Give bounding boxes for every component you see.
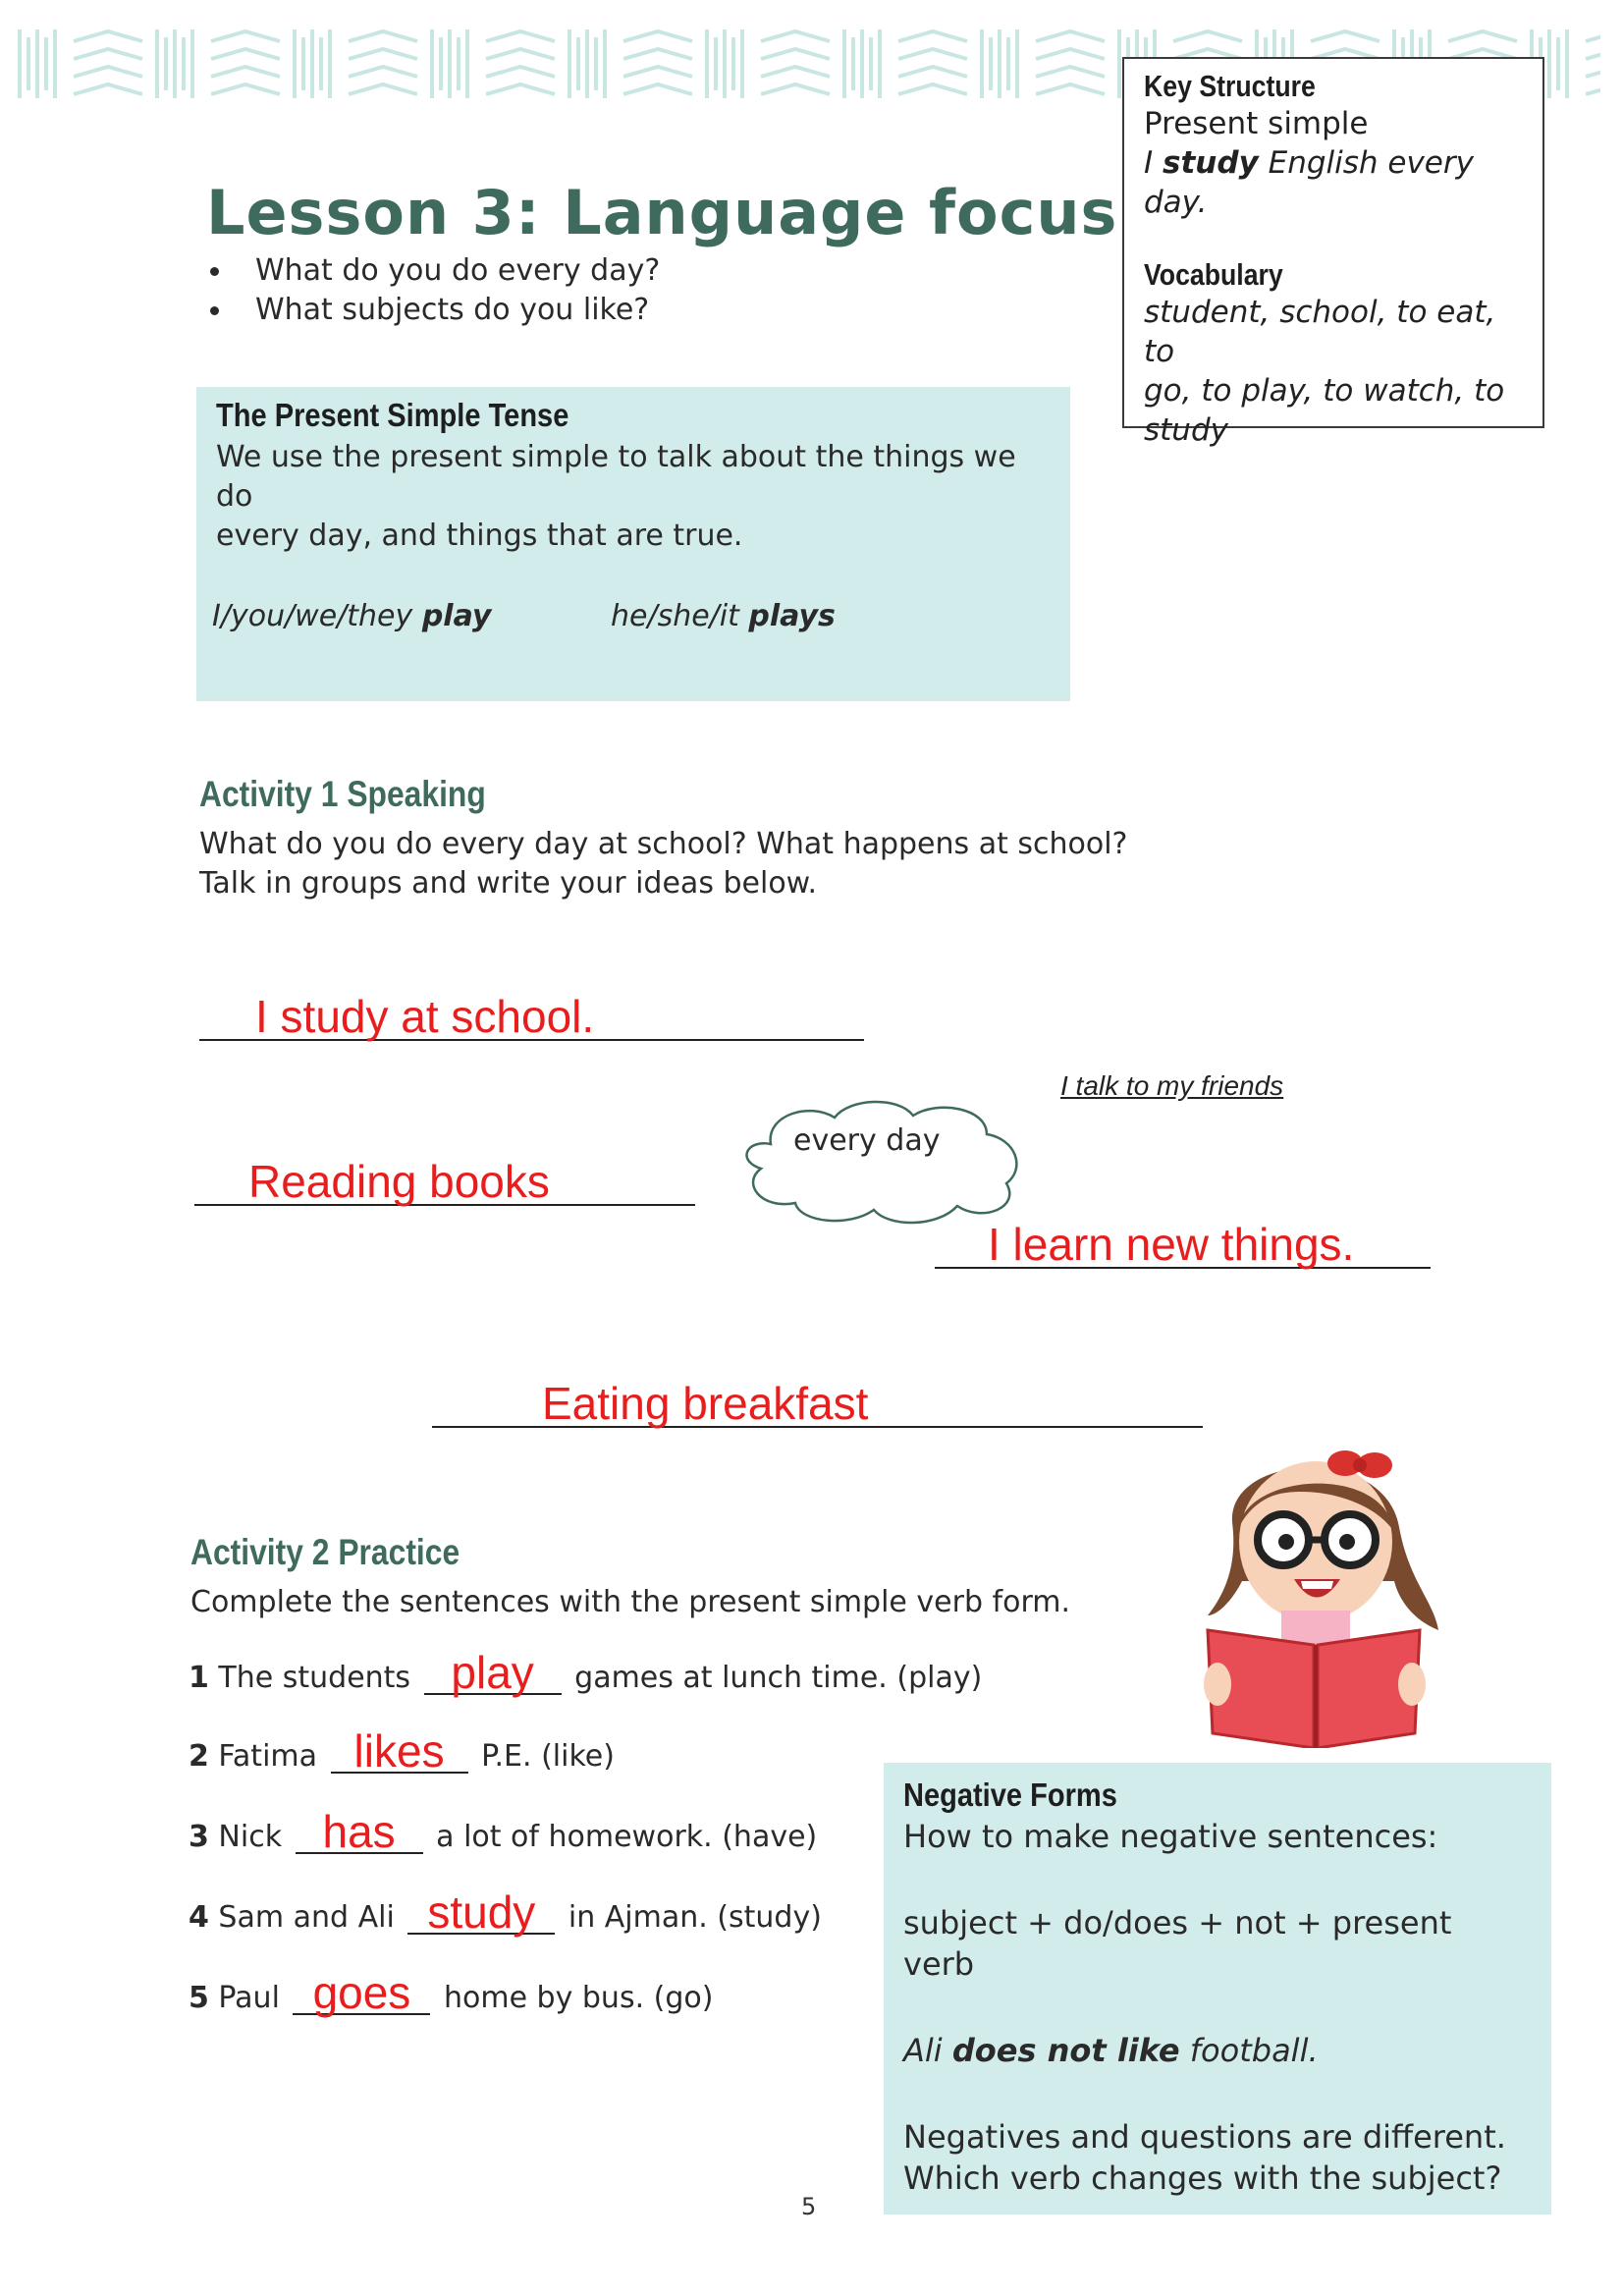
present-simple-text: We use the present simple to talk about the things we do every day, and things that are true.	[216, 440, 1016, 553]
handwritten-answer: study	[427, 1886, 536, 1938]
negative-formula: subject + do/does + not + present verb	[903, 1904, 1452, 1983]
vocab-line: study	[1144, 412, 1228, 448]
page-title: Lesson 3: Language focus	[206, 177, 1118, 248]
typed-note: I talk to my friends	[1060, 1070, 1284, 1101]
present-simple-box	[196, 387, 1070, 701]
key-structure-box	[1122, 57, 1544, 448]
negative-intro: How to make negative sentences:	[903, 1818, 1438, 1855]
handwritten-answer: likes	[353, 1725, 445, 1777]
form-plural: I/you/we/they play	[212, 599, 492, 633]
negative-forms-box	[884, 1763, 1551, 2214]
handwritten-answer: Eating breakfast	[542, 1378, 869, 1429]
activity1-instructions: What do you do every day at school? What happens at school? Talk in groups and write your ideas below.	[199, 827, 1128, 901]
activity2-instruction: Complete the sentences with the present simple verb form.	[190, 1585, 1071, 1619]
exercise-item: 3 Nick has a lot of homework. (have)	[189, 1806, 818, 1857]
vocab-line: go, to play, to watch, to	[1144, 373, 1505, 409]
girl-reading-illustration	[1188, 1434, 1443, 1748]
page-number: 5	[801, 2193, 817, 2220]
vocab-line: student, school, to eat, to	[1144, 295, 1496, 369]
vocabulary-heading: Vocabulary	[1144, 257, 1283, 292]
activity2-heading: Activity 2 Practice	[190, 1532, 460, 1572]
key-structure-line: Present simple	[1144, 106, 1369, 141]
exercise-item: 2 Fatima likes P.E. (like)	[189, 1725, 615, 1777]
handwritten-answer: Reading books	[248, 1156, 550, 1207]
activity1-heading: Activity 1 Speaking	[199, 774, 486, 814]
handwritten-answer: play	[451, 1647, 534, 1698]
handwritten-answer: I learn new things.	[988, 1219, 1355, 1270]
present-simple-heading: The Present Simple Tense	[216, 397, 569, 433]
handwritten-answer: has	[322, 1806, 396, 1857]
list-item: What subjects do you like?	[206, 291, 660, 330]
handwritten-answer: I study at school.	[255, 991, 595, 1042]
exercise-item: 1 The students play games at lunch time. (play)	[189, 1647, 983, 1698]
negative-forms-heading: Negative Forms	[903, 1777, 1117, 1813]
negative-question: Negatives and questions are different.	[903, 2118, 1506, 2156]
form-singular: he/she/it plays	[611, 599, 836, 633]
cloud-label: every day	[793, 1123, 941, 1158]
negative-example: Ali does not like football.	[903, 2032, 1319, 2069]
exercise-item: 4 Sam and Ali study in Ajman. (study)	[189, 1886, 822, 1938]
handwritten-answer: goes	[312, 1967, 411, 2018]
list-item: What do you do every day?	[206, 251, 660, 291]
negative-question: Which verb changes with the subject?	[903, 2159, 1502, 2197]
exercise-item: 5 Paul goes home by bus. (go)	[189, 1967, 714, 2018]
lesson-questions	[206, 251, 660, 330]
every-day-cloud	[727, 1090, 1031, 1228]
key-structure-heading: Key Structure	[1144, 69, 1316, 103]
key-structure-example: I study English every day.	[1144, 145, 1474, 220]
